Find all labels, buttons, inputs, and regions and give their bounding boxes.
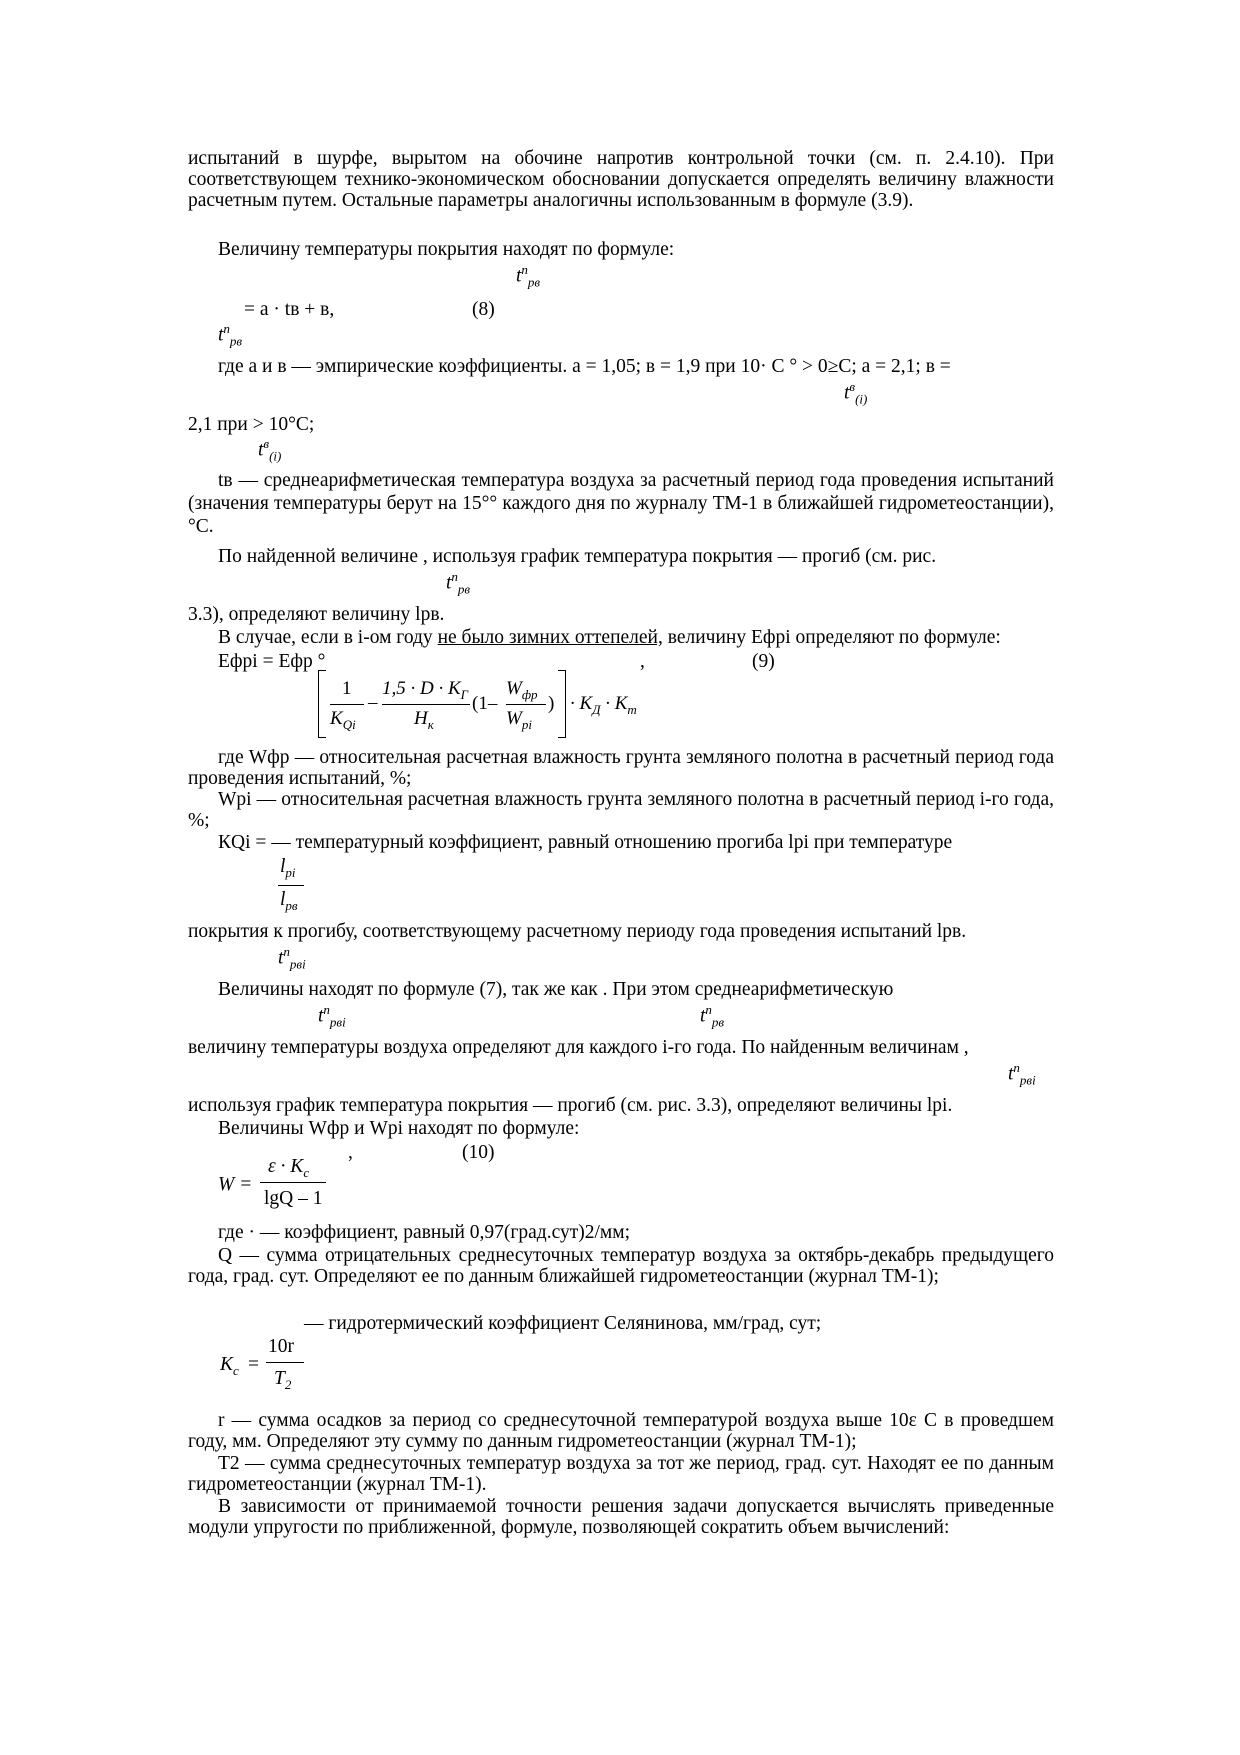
- kqi-line-1: КQi = — температурный коэффициент, равный отношению прогиба lpi при температуре: [218, 832, 953, 853]
- kc-definition: — гидротермический коэффициент Селянинова, мм/град, сут;: [304, 1313, 822, 1334]
- fraction-bar: [330, 704, 364, 705]
- kc-lhs: $K_c$: [220, 1354, 239, 1378]
- paren-close: ): [548, 693, 555, 714]
- t-pv-symbol: $t^п_{рв}$: [218, 321, 243, 349]
- t2: $T_2$: [274, 1368, 292, 1392]
- k-qi: $K_{Qi}$: [330, 708, 356, 732]
- k-d-k-t: · $K_Д \cdot K_т$: [570, 693, 637, 717]
- wpi-definition: Wpi — относительная расчетная влажность грунта земляного полотна в расчетный период i-го года, %;: [188, 789, 1054, 831]
- formula-8: = а · tв + в,: [244, 299, 335, 320]
- q-definition: Q — сумма отрицательных среднесуточных температур воздуха за октябрь-декабрь предыдущего года, град. сут. Определяют ее по данным ближайшей гидрометеостанции (журнал ТМ-1);: [188, 1245, 1054, 1287]
- formula-9-number: (9): [752, 651, 775, 672]
- fraction-bar: [266, 1362, 304, 1363]
- formula-10-comma: ,: [348, 1142, 353, 1163]
- t-vi-symbol: $t^в_{(i)}$: [258, 436, 282, 464]
- t-pvi-symbol: $t^п_{рвi}$: [1008, 1060, 1036, 1088]
- h-k: $H_к$: [414, 708, 434, 732]
- values-line-1: Величины находят по формуле (7), так же как . При этом среднеарифметическую: [218, 979, 894, 1000]
- t2-definition: Т2 — сумма среднесуточных температур воздуха за тот же период, град. сут. Находят ее по данным гидрометеостанции (журнал ТМ-1).: [188, 1453, 1054, 1495]
- w-lhs: W =: [218, 1174, 253, 1195]
- l-pi: $l_{pi}$: [280, 856, 296, 880]
- w-fr: $W_{фр}$: [506, 678, 538, 702]
- formula-10: [218, 1156, 338, 1216]
- right-bracket: [558, 670, 566, 738]
- tv-definition: tв — среднеарифметическая температура воздуха за расчетный период года проведения испытаний (значения температуры берут на 15°° каждого дня по журналу ТМ-1 в ближайшей гидрометеостанции), °С.: [188, 470, 1054, 537]
- left-bracket: [318, 670, 326, 738]
- t-pv-symbol: $t^п_{рв}$: [516, 262, 541, 290]
- kqi-fraction: [278, 856, 318, 922]
- l-rv: $l_{рв}$: [280, 889, 298, 913]
- one-numerator: 1: [342, 678, 352, 699]
- formula-9-lhs: Ефрi = Ефр °: [218, 651, 326, 672]
- final-paragraph: В зависимости от принимаемой точности решения задачи допускается вычислять приведенные модули упругости по приближенной, формуле, позволяющей сократить объем вычислений:: [188, 1496, 1054, 1538]
- fraction-bar: [278, 885, 304, 886]
- found-value-line-2: 3.3), определяют величину lрв.: [188, 604, 445, 625]
- eps-kc: $\varepsilon \cdot K_c$: [268, 1156, 310, 1180]
- numerator-1-5: $1,5 \cdot D \cdot K_Г$: [382, 678, 469, 702]
- intro-paragraph: испытаний в шурфе, вырытом на обочине напротив контрольной точки (см. п. 2.4.10). При соответствующем технико-экономическом обосновании допускается определять величину влажности расчетным путем. Остальные параметры аналогичны использованным в формуле (3.9).: [188, 148, 1054, 211]
- formula-8-number: (8): [472, 299, 495, 320]
- t-pvi-symbol: $t^п_{рвi}$: [318, 1002, 346, 1030]
- wfr-definition: где Wфр — относительная расчетная влажность грунта земляного полотна в расчетный период года проведения испытаний, %;: [188, 747, 1054, 789]
- formula-10-number: (10): [462, 1142, 495, 1163]
- r-definition: r — сумма осадков за период со среднесуточной температурой воздуха выше 10ε С в проведшем году, мм. Определяют эту сумму по данным гидрометеостанции (журнал ТМ-1);: [188, 1410, 1054, 1452]
- paren-open: (1–: [472, 693, 498, 714]
- temp-formula-intro: Величину температуры покрытия находят по формуле:: [218, 239, 675, 260]
- values-line-2: величину температуры воздуха определяют для каждого i-го года. По найденным величинам ,: [188, 1037, 969, 1058]
- w-pi: $W_{рi}$: [506, 708, 532, 732]
- lgq-minus-1: lgQ – 1: [264, 1188, 323, 1209]
- found-value-line-1: По найденной величине , используя график температура покрытия — прогиб (см. рис.: [218, 546, 937, 567]
- t-pv-symbol: $t^п_{рв}$: [700, 1002, 725, 1030]
- coefficients-line-1: где а и в — эмпирические коэффициенты. а = 1,05; в = 1,9 при 10· С ° > 0≥С; а = 2,1; в =: [218, 356, 951, 377]
- fraction-bar: [506, 704, 546, 705]
- thaw-condition: В случае, если в i-ом году не было зимних оттепелей, величину Ефрi определяют по формуле:: [218, 627, 1001, 648]
- t-pv-symbol: $t^п_{рв}$: [446, 569, 471, 597]
- t-vi-symbol: $t^в_{(i)}$: [844, 379, 868, 407]
- coefficients-line-2: 2,1 при > 10°С;: [188, 414, 315, 435]
- values-line-3: используя график температура покрытия — прогиб (см. рис. 3.3), определяют величины lpi.: [188, 1095, 953, 1116]
- formula-9: [318, 670, 658, 740]
- equals-sign: =: [248, 1354, 259, 1375]
- fraction-bar: [260, 1182, 326, 1183]
- ten-r: 10r: [268, 1336, 294, 1357]
- kqi-line-2: покрытия к прогибу, соответствующему расчетному периоду года проведения испытаний lрв.: [188, 921, 967, 942]
- kc-formula: [220, 1336, 320, 1396]
- fraction-bar: [382, 704, 470, 705]
- t-pvi-symbol: $t^п_{рвi}$: [278, 944, 306, 972]
- minus-sign: –: [368, 692, 378, 713]
- formula-9-comma: ,: [640, 651, 645, 672]
- epsilon-definition: где · — коэффициент, равный 0,97(град.сут)2/мм;: [218, 1222, 631, 1243]
- w-formula-intro: Величины Wфр и Wpi находят по формуле:: [218, 1118, 580, 1139]
